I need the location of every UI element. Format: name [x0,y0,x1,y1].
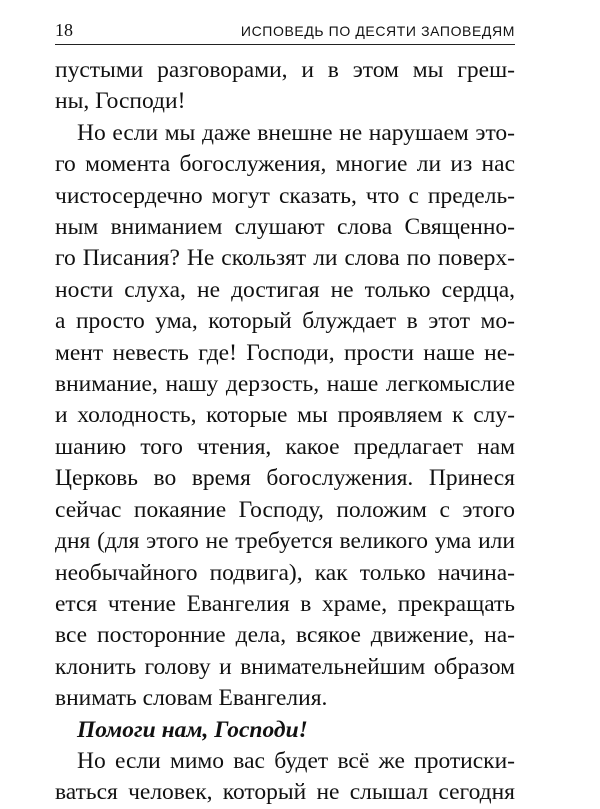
text-line: ности слуха, не достигая не только сердца, [55,276,515,303]
text-line: ваться человек, который не слышал сегодня [55,779,515,806]
text-line: го момента богослужения, многие ли из нас [55,151,515,178]
text-line: ным вниманием слушают слова Священно- [55,214,515,241]
text-line: а просто ума, который блуждает в этот мо- [55,308,515,335]
text-line: дня (для этого не требуется великого ума или [55,528,515,555]
text-line: ется чтение Евангелия в храме, прекращать [55,590,515,617]
text-line: необычайного подвига), как только начина- [55,559,515,586]
text-line: внимание, нашу дерзость, наше легкомыслие [55,371,515,398]
prayer-line: Помоги нам, Господи! [77,716,308,743]
book-page [55,20,515,809]
text-line: и холодность, которые мы проявляем к слу- [55,402,515,429]
text-line: клонить голову и внимательнейшим образом [55,653,515,680]
text-line: ны, Господи! [55,88,186,115]
running-header [55,20,515,45]
paragraph-start-line: Но если мимо вас будет всё же протиски- [77,747,515,774]
text-line: чистосердечно могут сказать, что с предель- [55,182,515,209]
page-number: 18 [55,20,73,40]
text-line: внимать словам Евангелия. [55,685,328,712]
text-line: все посторонние дела, всякое движение, на- [55,622,515,649]
text-line: пустыми разговорами, и в этом мы греш- [55,57,515,83]
body-text [55,55,515,809]
text-line: сейчас покаяние Господу, положим с этого [55,496,515,523]
book-title: ИСПОВЕДЬ ПО ДЕСЯТИ ЗАПОВЕДЯМ [240,23,515,39]
text-line: го Писания? Не скользят ли слова по поверх- [55,245,515,272]
text-line: шанию того чтения, какое предлагает нам [55,433,515,460]
text-line: мент невесть где! Господи, прости наше не- [55,339,515,366]
text-line: Церковь во время богослужения. Принеся [55,465,515,492]
paragraph-start-line: Но если мы даже внешне не нарушаем это- [77,119,515,146]
